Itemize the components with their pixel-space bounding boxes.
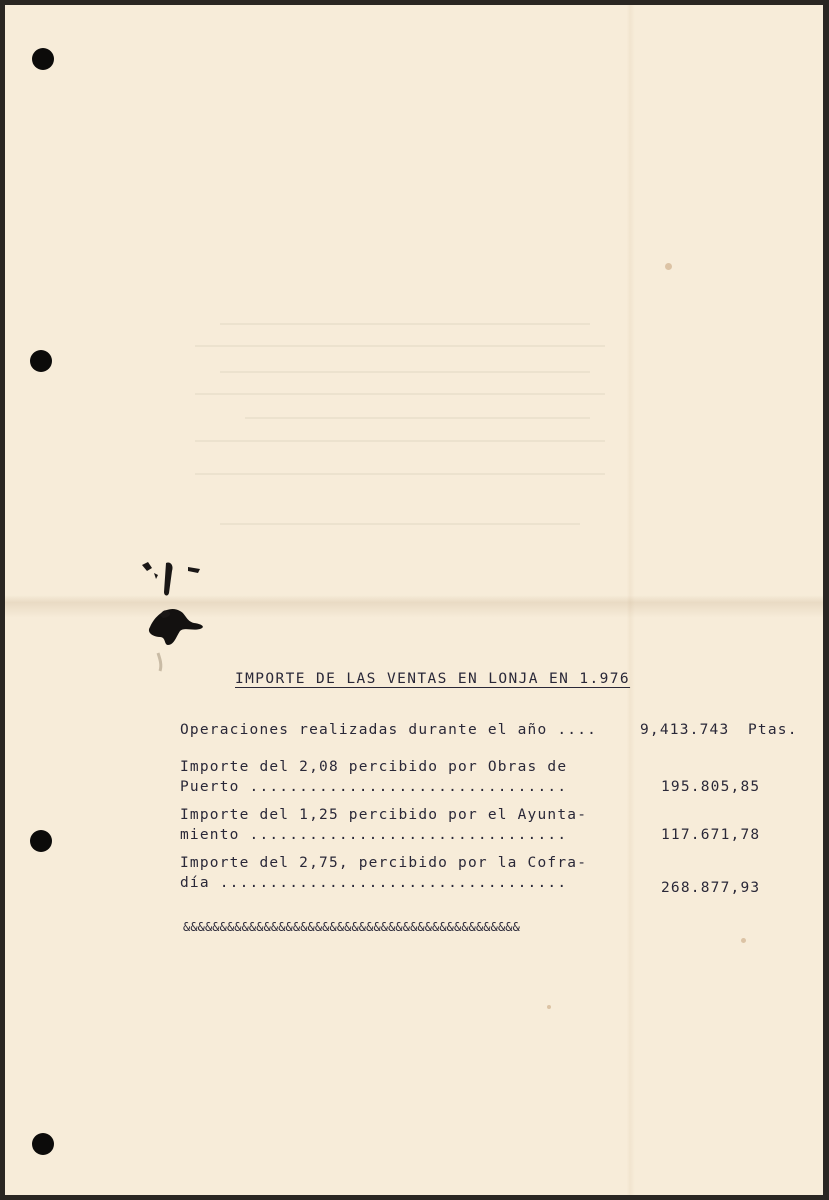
show-through-line <box>220 523 580 525</box>
document-title: IMPORTE DE LAS VENTAS EN LONJA EN 1.976 <box>235 671 631 687</box>
foxing-spot <box>665 263 672 270</box>
document-page <box>5 5 823 1195</box>
closing-ampersand-line: &&&&&&&&&&&&&&&&&&&&&&&&&&&&&&&&&&&&&&&&&&&&&& <box>183 920 520 934</box>
punch-hole <box>30 830 52 852</box>
item-amount: 268.877,93 <box>661 880 761 896</box>
punch-hole <box>30 350 52 372</box>
ink-stain <box>130 555 220 675</box>
show-through-line <box>195 473 605 475</box>
item-line: día ................................... <box>180 875 568 891</box>
foxing-spot <box>741 938 746 943</box>
item-line: Importe del 2,08 percibido por Obras de <box>180 759 568 775</box>
show-through-line <box>195 393 605 395</box>
punch-hole <box>32 48 54 70</box>
show-through-line <box>245 417 590 419</box>
punch-hole <box>32 1133 54 1155</box>
operaciones-amount: 9,413.743 <box>640 722 730 738</box>
show-through-line <box>220 323 590 325</box>
item-amount: 117.671,78 <box>661 827 761 843</box>
operaciones-unit: Ptas. <box>748 722 798 738</box>
item-line: Importe del 1,25 percibido por el Ayunta- <box>180 807 588 823</box>
item-line: Puerto ................................ <box>180 779 568 795</box>
show-through-line <box>195 440 605 442</box>
show-through-line <box>195 345 605 347</box>
item-line: miento ................................ <box>180 827 568 843</box>
operaciones-label: Operaciones realizadas durante el año .... <box>180 722 598 738</box>
item-amount: 195.805,85 <box>661 779 761 795</box>
show-through-line <box>220 371 590 373</box>
item-line: Importe del 2,75, percibido por la Cofra- <box>180 855 588 871</box>
foxing-spot <box>547 1005 551 1009</box>
